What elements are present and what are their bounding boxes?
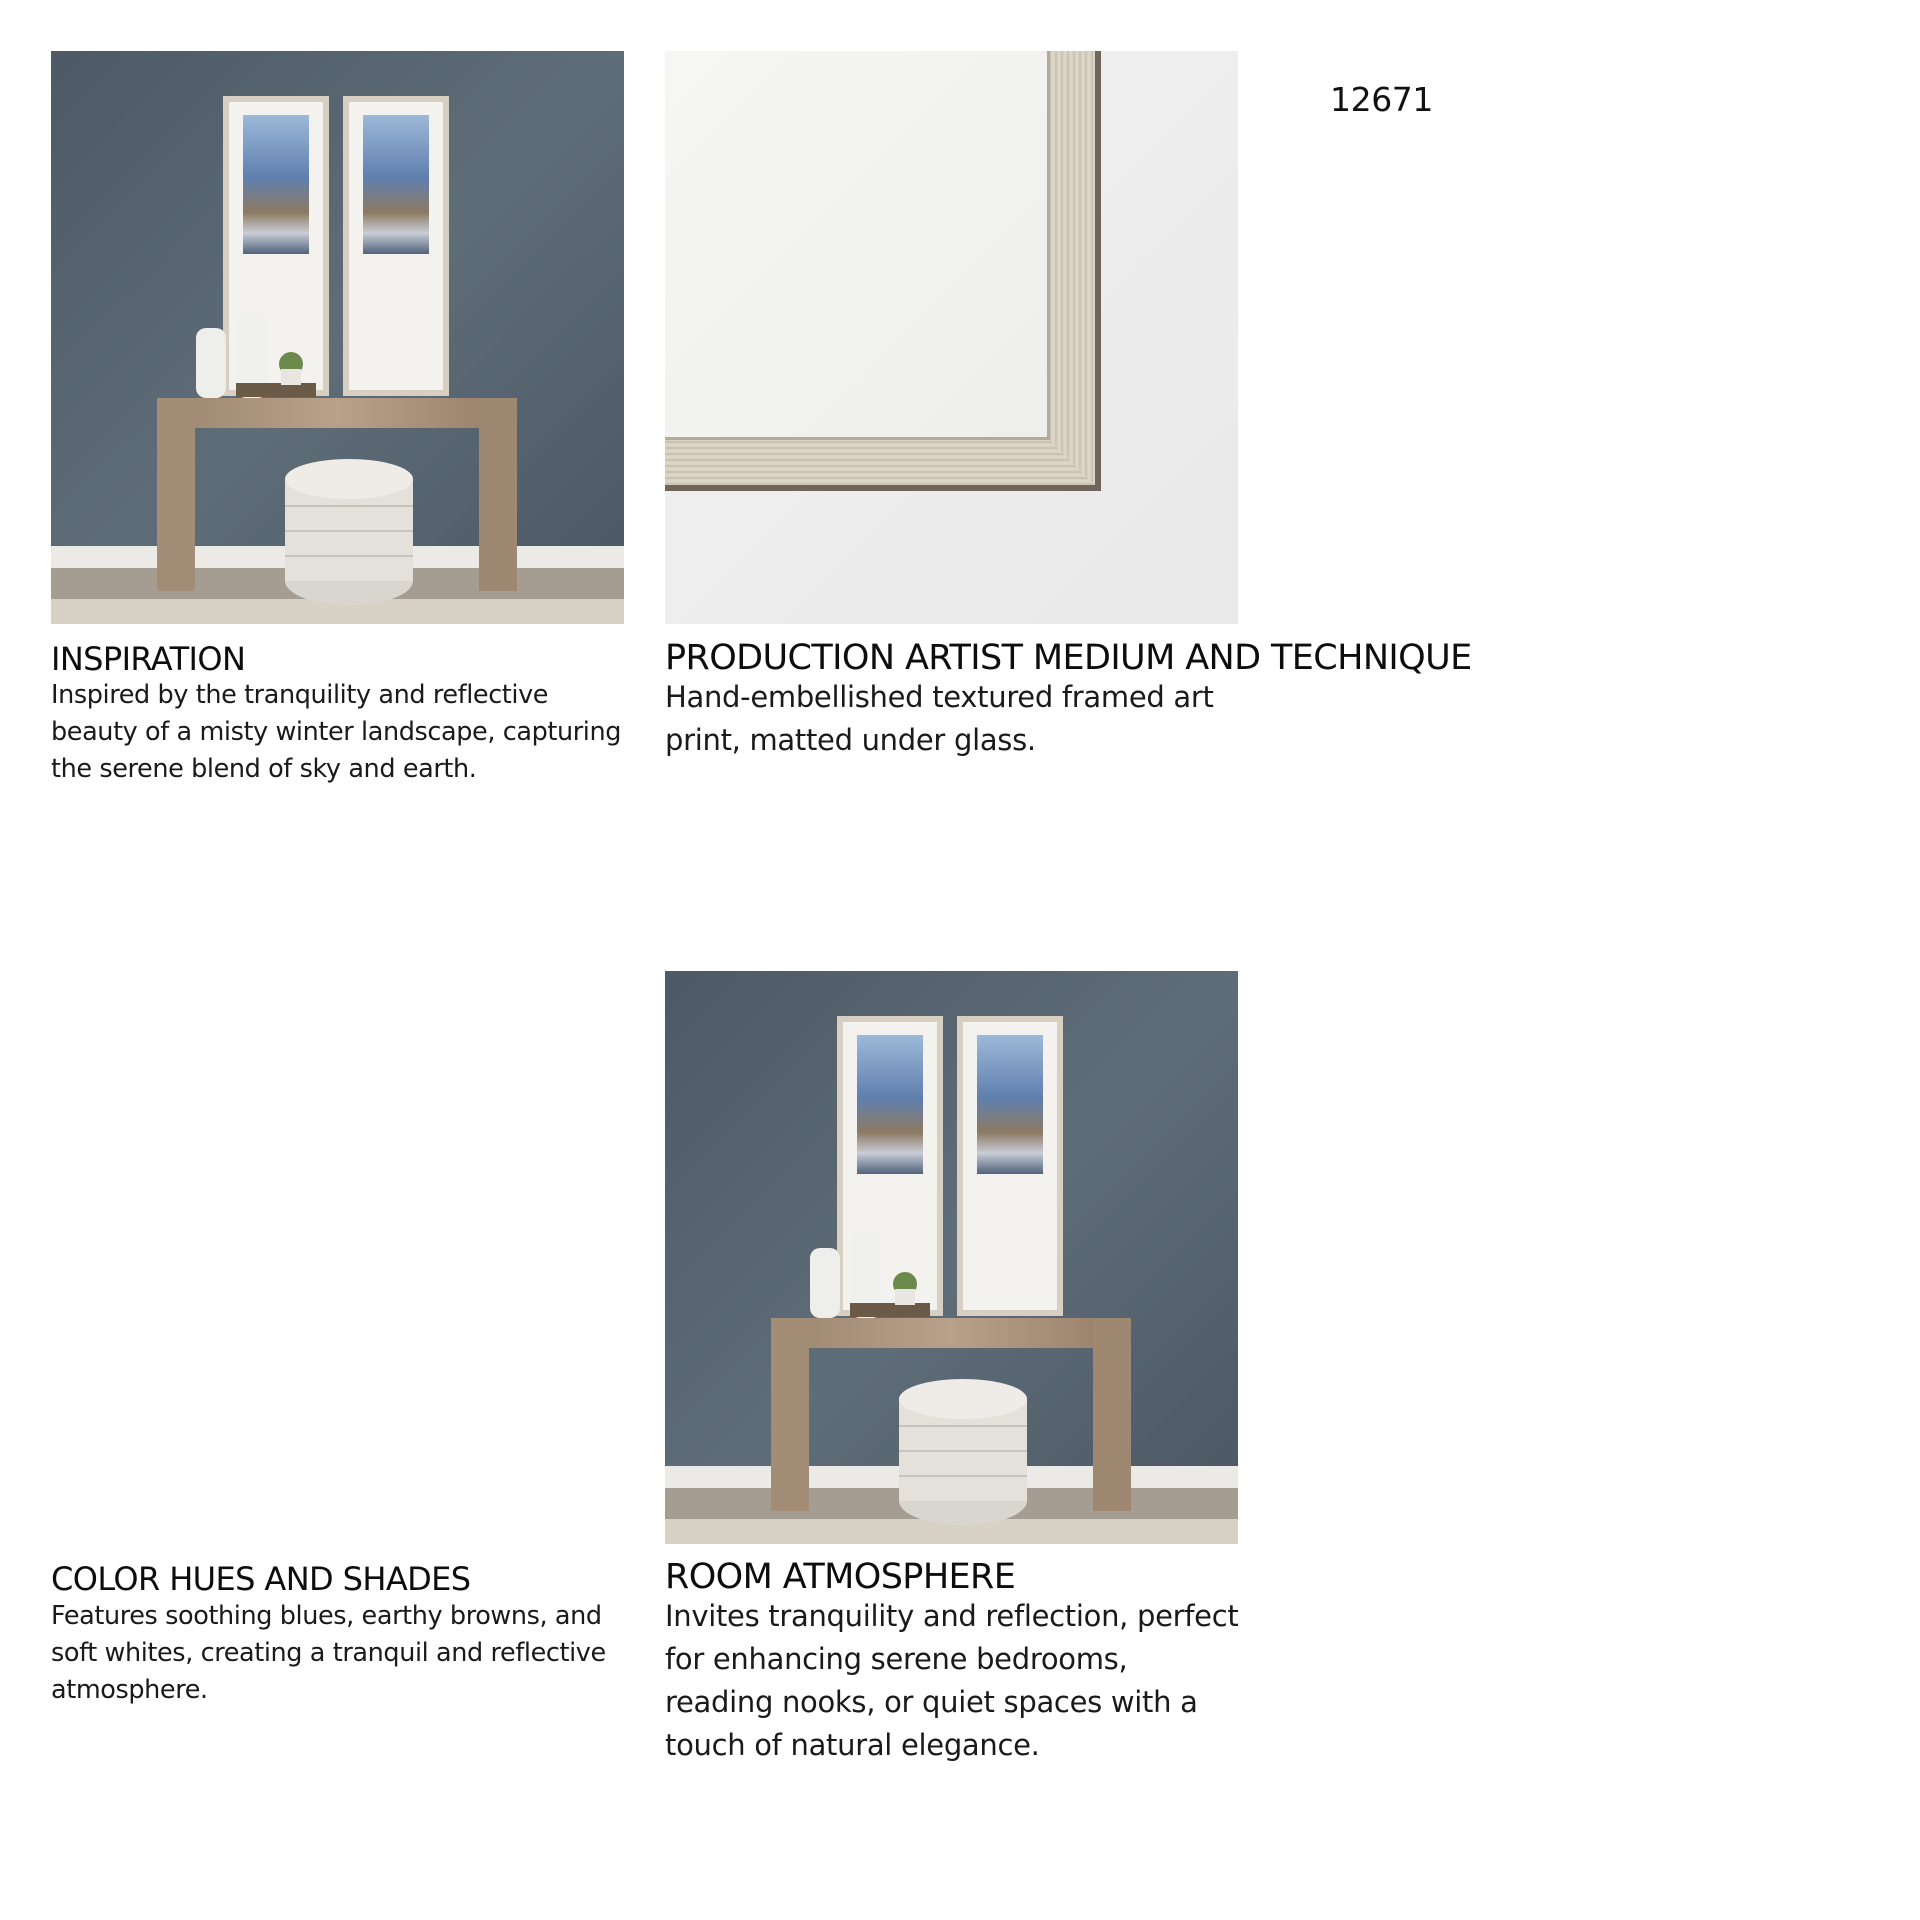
room-text: Invites tranquility and reflection, perfect for enhancing serene bedrooms, reading nooks, or quiet spaces with a touch of natural elegance.: [665, 1599, 1239, 1762]
color-text: Features soothing blues, earthy browns, and soft whites, creating a tranquil and reflective atmosphere.: [51, 1601, 606, 1705]
inspiration-title: INSPIRATION: [51, 640, 246, 678]
inspiration-text: Inspired by the tranquility and reflective beauty of a misty winter landscape, capturing the serene blend of sky and earth.: [51, 680, 622, 784]
inspiration-room-photo: [51, 51, 624, 624]
frame-corner-detail-photo: [665, 51, 1238, 624]
production-text: Hand-embellished textured framed art print, matted under glass.: [665, 680, 1214, 757]
room-title: ROOM ATMOSPHERE: [665, 1557, 1016, 1597]
color-title: COLOR HUES AND SHADES: [51, 1560, 471, 1598]
room-atmosphere-photo: [665, 971, 1238, 1544]
production-title: PRODUCTION ARTIST MEDIUM AND TECHNIQUE: [665, 638, 1472, 678]
product-number: 12671: [1330, 80, 1433, 119]
